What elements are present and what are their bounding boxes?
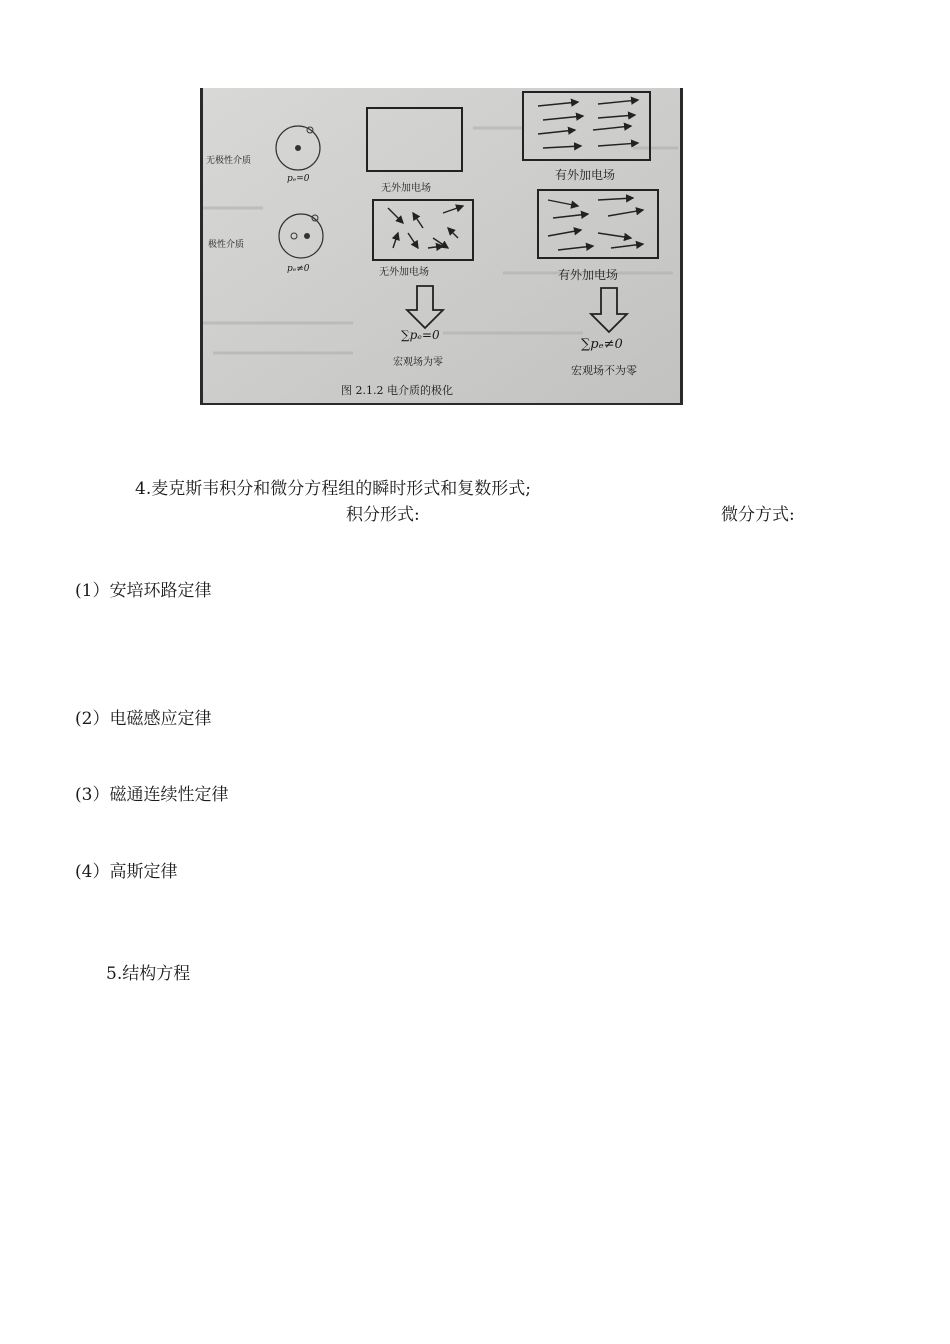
with-field-top-label: 有外加电场 <box>555 168 616 182</box>
section4-title: 4.麦克斯韦积分和微分方程组的瞬时形式和复数形式; <box>135 479 531 499</box>
law-gauss: (4）高斯定律 <box>75 862 178 882</box>
pe-nonzero-label: pₑ≠0 <box>287 264 310 274</box>
law-ampere: (1）安培环路定律 <box>75 581 212 601</box>
with-field-bottom-label: 有外加电场 <box>558 268 619 282</box>
sum-nonzero-label: ∑pₑ≠0 <box>581 337 623 352</box>
differential-form-label: 微分方式: <box>721 505 795 525</box>
nonpolar-label: 无极性介质 <box>206 156 252 166</box>
law-magnetic-flux: (3）磁通连续性定律 <box>75 785 229 805</box>
section5-title: 5.结构方程 <box>106 964 191 984</box>
no-field-bottom-label: 无外加电场 <box>379 267 429 278</box>
no-field-top-label: 无外加电场 <box>381 183 431 194</box>
macro-nonzero-label: 宏观场不为零 <box>571 364 637 377</box>
pe-zero-label: pₑ=0 <box>287 174 310 184</box>
law-faraday: (2）电磁感应定律 <box>75 709 212 729</box>
sum-zero-label: ∑pₑ=0 <box>401 328 440 342</box>
polar-label: 极性介质 <box>208 240 245 250</box>
dielectric-polarization-figure <box>200 88 683 405</box>
macro-zero-label: 宏观场为零 <box>393 357 443 368</box>
figure-caption: 图 2.1.2 电介质的极化 <box>341 384 453 397</box>
integral-form-label: 积分形式: <box>346 505 420 525</box>
